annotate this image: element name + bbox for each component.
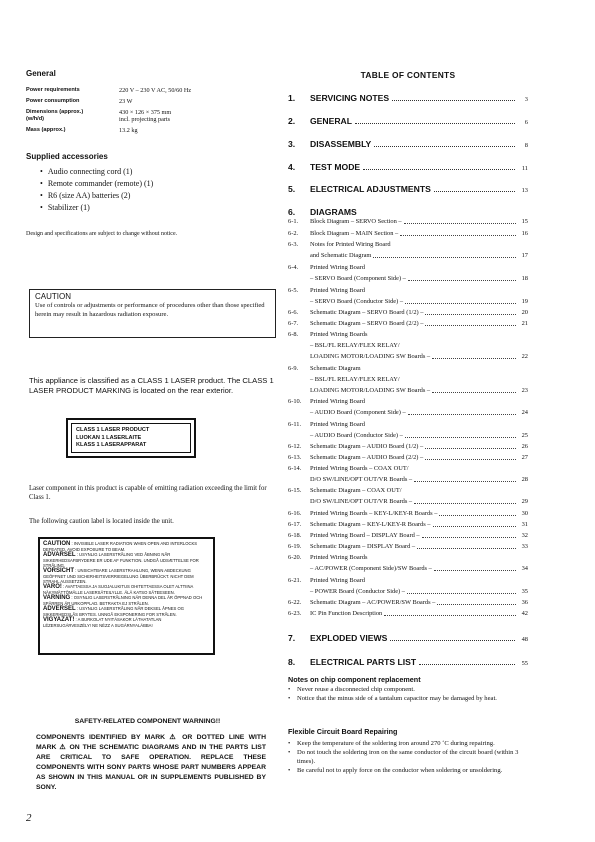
toc-subentry[interactable] xyxy=(288,599,528,606)
toc-subentry[interactable] xyxy=(288,398,528,405)
toc-leader xyxy=(422,537,516,538)
toc-title-text: Schematic Diagram – KEY-L/KEY-R Boards – xyxy=(310,521,431,528)
toc-leader xyxy=(405,437,516,438)
toc-leader xyxy=(407,593,516,594)
toc-number: 6-17. xyxy=(288,521,302,528)
flex-repair-heading: Flexible Circuit Board Repairing xyxy=(288,727,398,736)
toc-leader xyxy=(355,123,515,124)
toc-number: 6-1. xyxy=(288,218,299,225)
toc-subentry[interactable] xyxy=(288,421,528,428)
toc-title-text: – AC/POWER (Component Side)/SW Boards – xyxy=(310,565,432,572)
toc-entry[interactable] xyxy=(288,116,528,126)
warning-label-body: : UNSICHTBARE LASERSTRAHLUNG, WENN ABDECKUNG GEÖFFNET UND SICHERHEITSVERRIEGELUNG ÜBERBRÜCKT. NICHT DEM STRAHL AUSSETZEN. xyxy=(43,568,194,584)
toc-subentry[interactable] xyxy=(288,218,528,225)
toc-page: 35 xyxy=(521,588,528,595)
toc-page: 20 xyxy=(521,309,528,316)
toc-entry[interactable] xyxy=(288,184,528,194)
toc-number: 6-11. xyxy=(288,421,302,428)
safety-warning-title: SAFETY-RELATED COMPONENT WARNING!! xyxy=(74,718,221,725)
toc-number: 5. xyxy=(288,184,296,194)
list-item: • Remote commander (remote) (1) xyxy=(40,178,153,190)
toc-title-text: Printed Wiring Board xyxy=(310,264,366,271)
laser-label-line: KLASS 1 LASERAPPARAT xyxy=(76,442,147,449)
toc-subentry[interactable] xyxy=(288,241,528,248)
spec-table xyxy=(26,87,276,138)
toc-subentry[interactable] xyxy=(288,342,528,349)
toc-number: 6-2. xyxy=(288,230,299,237)
toc-title-text: D/O SW/LINE/OPT OUT/VR Boards – xyxy=(310,476,413,483)
toc-subentry[interactable] xyxy=(288,510,528,517)
list-item: • Never reuse a disconnected chip component. xyxy=(288,685,528,694)
toc-leader xyxy=(425,448,516,449)
toc-page: 30 xyxy=(521,510,528,517)
toc-title-text: Schematic Diagram xyxy=(310,365,361,372)
toc-title-text: Printed Wiring Board xyxy=(310,577,366,584)
toc-subentry[interactable] xyxy=(288,376,528,383)
list-item: • Keep the temperature of the soldering iron around 270 ˚C during repairing. xyxy=(288,739,528,748)
toc-title-text: Printed Wiring Board xyxy=(310,398,366,405)
toc-subentry[interactable] xyxy=(288,588,528,595)
toc-number: 6-19. xyxy=(288,543,302,550)
toc-title-text: – SERVO Board (Component Side) – xyxy=(310,275,406,282)
toc-title-text: LOADING MOTOR/LOADING SW Boards – xyxy=(310,387,431,394)
toc-number: 1. xyxy=(288,93,296,103)
toc-entry[interactable] xyxy=(288,207,528,217)
toc-leader xyxy=(437,604,516,605)
toc-leader xyxy=(374,146,515,147)
toc-leader xyxy=(439,515,516,516)
toc-number: 6-4. xyxy=(288,264,299,271)
toc-subentry[interactable] xyxy=(288,309,528,316)
toc-title-text: EXPLODED VIEWS xyxy=(310,633,388,643)
toc-number: 6-12. xyxy=(288,443,302,450)
spec-label: Mass (approx.) xyxy=(26,126,66,133)
toc-page: 8 xyxy=(524,142,528,149)
toc-page: 23 xyxy=(521,387,528,394)
toc-number: 6-22. xyxy=(288,599,302,606)
toc-number: 6-8. xyxy=(288,331,299,338)
toc-page: 11 xyxy=(521,165,528,172)
toc-subentry[interactable] xyxy=(288,465,528,472)
caution-warning-label xyxy=(38,537,215,655)
warning-label-body: : USYNLIG LASERSTRÅLING NÅR DEKSEL ÅPNES OG SIKKERHEDSLÅS BRYTES. UNNGÅ EKSPONERING FOR STRÅLEN. xyxy=(43,606,184,617)
toc-page: 27 xyxy=(521,454,528,461)
caution-text: Use of controls or adjustments or performance of procedures other than those specified herein may result in hazardous radiation exposure. xyxy=(35,302,265,318)
toc-subentry[interactable] xyxy=(288,230,528,237)
toc-leader xyxy=(432,392,516,393)
caution-title: CAUTION xyxy=(35,292,71,301)
toc-leader xyxy=(363,169,515,170)
toc-page: 33 xyxy=(521,543,528,550)
toc-title-text: Printed Wiring Boards – KEY-L/KEY-R Boards – xyxy=(310,510,438,517)
toc-title-text: Printed Wiring Boards xyxy=(310,554,368,561)
toc-leader xyxy=(392,100,515,101)
toc-leader xyxy=(408,414,516,415)
toc-title-text: Printed Wiring Board xyxy=(310,421,366,428)
toc-page: 29 xyxy=(521,498,528,505)
toc-subentry[interactable] xyxy=(288,353,528,360)
toc-leader xyxy=(384,615,516,616)
toc-page: 6 xyxy=(524,119,528,126)
toc-title-text: Block Diagram – MAIN Section – xyxy=(310,230,399,237)
toc-leader xyxy=(419,664,515,665)
toc-leader xyxy=(390,640,515,641)
toc-subentry[interactable] xyxy=(288,498,528,505)
toc-title-text: and Schematic Diagram xyxy=(310,252,372,259)
toc-page: 15 xyxy=(521,218,528,225)
toc-number: 6. xyxy=(288,207,296,217)
toc-page: 22 xyxy=(521,353,528,360)
toc-title-text: DIAGRAMS xyxy=(310,207,357,217)
toc-title-text: – BSL/FL RELAY/FLEX RELAY/ xyxy=(310,376,400,383)
toc-page: 31 xyxy=(521,521,528,528)
spec-row xyxy=(26,87,276,95)
toc-page: 26 xyxy=(521,443,528,450)
warning-label-body: : OSYNLIG LASERSTRÅLNING NÄR DENNA DEL ÄR ÖPPNAD OCH SPÄRREN ÄR URKOPPLAD. BETRAKTA EJ STRÅLEN. xyxy=(43,595,203,606)
spec-label: Dimensions (approx.) (w/h/d) xyxy=(26,108,84,122)
toc-leader xyxy=(408,280,516,281)
toc-leader xyxy=(432,358,516,359)
spec-label: Power requirements xyxy=(26,87,80,93)
toc-number: 6-7. xyxy=(288,320,299,327)
toc-number: 6-13. xyxy=(288,454,302,461)
spec-row xyxy=(26,127,276,135)
toc-title-text: SERVICING NOTES xyxy=(310,93,390,103)
toc-subentry[interactable] xyxy=(288,298,528,305)
toc-leader xyxy=(404,223,516,224)
warning-label-body: : AVATTAESSA JA SUOJALUKITUS OHITETTAESSA OLET ALTTIINA NÄKYMÄTTÖMÄLLE LASERSÄTEILYLLE. ÄLÄ KATSO SÄTEESEEN. xyxy=(43,584,194,595)
list-item: • Notice that the minus side of a tantalum capacitor may be damaged by heat. xyxy=(288,694,528,703)
toc-title-text: Printed Wiring Board – DISPLAY Board – xyxy=(310,532,420,539)
toc-title-text: Schematic Diagram – AC/POWER/SW Boards – xyxy=(310,599,436,606)
caution-box xyxy=(29,289,276,338)
toc-title-text: D/O SW/LINE/OPT OUT/VR Boards – xyxy=(310,498,413,505)
laser-component-note: Laser component in this product is capable of emitting radiation exceeding the limit for Class 1. xyxy=(29,485,267,501)
toc-title-text: ELECTRICAL PARTS LIST xyxy=(310,657,417,667)
toc-page: 42 xyxy=(521,610,528,617)
list-item: • R6 (size AA) batteries (2) xyxy=(40,190,153,202)
toc-title-text: LOADING MOTOR/LOADING SW Boards – xyxy=(310,353,431,360)
toc-page: 16 xyxy=(521,230,528,237)
supplied-accessories-list xyxy=(40,166,153,214)
toc-title-text: DISASSEMBLY xyxy=(310,139,372,149)
general-heading: General xyxy=(26,69,56,78)
toc-title-text: Printed Wiring Boards xyxy=(310,331,368,338)
toc-leader xyxy=(414,481,516,482)
toc-page: 21 xyxy=(521,320,528,327)
laser-label-inner xyxy=(71,423,191,453)
toc-title-text: Schematic Diagram – AUDIO Board (2/2) – xyxy=(310,454,424,461)
toc-subentry[interactable] xyxy=(288,543,528,550)
toc-leader xyxy=(433,526,516,527)
toc-entry[interactable] xyxy=(288,633,528,643)
toc-number: 6-9. xyxy=(288,365,299,372)
toc-title-text: Schematic Diagram – SERVO Board (2/2) – xyxy=(310,320,424,327)
design-note: Design and specifications are subject to change without notice. xyxy=(26,231,178,237)
toc-entry[interactable] xyxy=(288,93,528,103)
spec-value: 13.2 kg xyxy=(119,126,138,134)
page-number: 2 xyxy=(26,812,32,824)
warning-label-body: : INVISIBLE LASER RADIATION WHEN OPEN AND INTERLOCKS DEFEATED. AVOID EXPOSURE TO BEAM. xyxy=(43,541,198,552)
toc-subentry[interactable] xyxy=(288,610,528,617)
toc-page: 36 xyxy=(521,599,528,606)
toc-title-text: – POWER Board (Conductor Side) – xyxy=(310,588,405,595)
laser-label-line: CLASS 1 LASER PRODUCT xyxy=(76,427,150,433)
toc-page: 32 xyxy=(521,532,528,539)
toc-entry[interactable] xyxy=(288,162,528,172)
toc-number: 6-10. xyxy=(288,398,302,405)
toc-title-text: Printed Wiring Boards – COAX OUT/ xyxy=(310,465,409,472)
supplied-accessories-heading: Supplied accessories xyxy=(26,152,108,161)
toc-number: 6-18. xyxy=(288,532,302,539)
list-item: • Stabilizer (1) xyxy=(40,202,153,214)
toc-page: 48 xyxy=(521,636,528,643)
spec-row xyxy=(26,98,276,106)
toc-title-text: Schematic Diagram – DISPLAY Board – xyxy=(310,543,416,550)
toc-title-text: Schematic Diagram – COAX OUT/ xyxy=(310,487,402,494)
toc-title-text: – AUDIO Board (Component Side) – xyxy=(310,409,406,416)
toc-title-text: Notes for Printed Wiring Board xyxy=(310,241,391,248)
chip-notes-heading: Notes on chip component replacement xyxy=(288,675,421,684)
toc-subentry[interactable] xyxy=(288,577,528,584)
toc-number: 3. xyxy=(288,139,296,149)
toc-leader xyxy=(405,303,516,304)
toc-title-text: – SERVO Board (Conductor Side) – xyxy=(310,298,404,305)
toc-subentry[interactable] xyxy=(288,387,528,394)
list-item: • Do not touch the soldering iron on the same conductor of the circuit board (within 3 times). xyxy=(288,748,528,766)
toc-page: 28 xyxy=(521,476,528,483)
toc-number: 2. xyxy=(288,116,296,126)
toc-number: 6-5. xyxy=(288,287,299,294)
toc-subentry[interactable] xyxy=(288,320,528,327)
spec-value: 23 W xyxy=(119,97,133,105)
toc-page: 19 xyxy=(521,298,528,305)
toc-leader xyxy=(425,459,516,460)
toc-entry[interactable] xyxy=(288,657,528,667)
toc-subentry[interactable] xyxy=(288,409,528,416)
toc-subentry[interactable] xyxy=(288,521,528,528)
toc-title-text: Printed Wiring Board xyxy=(310,287,366,294)
toc-subentry[interactable] xyxy=(288,252,528,259)
toc-subentry[interactable] xyxy=(288,287,528,294)
toc-number: 6-16. xyxy=(288,510,302,517)
toc-subentry[interactable] xyxy=(288,331,528,338)
toc-subentry[interactable] xyxy=(288,264,528,271)
chip-notes-list xyxy=(288,685,528,703)
toc-page: 3 xyxy=(524,96,528,103)
toc-leader xyxy=(425,325,516,326)
spec-value: 430 × 126 × 375 mm incl. projecting parts xyxy=(119,108,172,124)
warning-label-head: ADVERSEL xyxy=(43,606,76,612)
toc-number: 6-21. xyxy=(288,577,302,584)
toc-leader xyxy=(400,235,516,236)
toc-subentry[interactable] xyxy=(288,476,528,483)
laser-label-line: LUOKAN 1 LASERLAITE xyxy=(76,434,142,441)
toc-number: 8. xyxy=(288,657,296,667)
list-item: • Audio connecting cord (1) xyxy=(40,166,153,178)
toc-page: 17 xyxy=(521,252,528,259)
toc-subentry[interactable] xyxy=(288,365,528,372)
toc-title-text: TEST MODE xyxy=(310,162,361,172)
toc-page: 24 xyxy=(521,409,528,416)
toc-number: 6-14. xyxy=(288,465,302,472)
toc-page: 13 xyxy=(521,187,528,194)
toc-number: 6-23. xyxy=(288,610,302,617)
toc-subentry[interactable] xyxy=(288,565,528,572)
spec-value: 220 V – 230 V AC, 50/60 Hz xyxy=(119,87,192,94)
toc-leader xyxy=(434,570,516,571)
toc-title-text: IC Pin Function Description xyxy=(310,610,383,617)
toc-subentry[interactable] xyxy=(288,454,528,461)
toc-number: 6-15. xyxy=(288,487,302,494)
toc-leader xyxy=(414,503,516,504)
toc-entry[interactable] xyxy=(288,139,528,149)
toc-title-text: – BSL/FL RELAY/FLEX RELAY/ xyxy=(310,342,400,349)
warning-label-body: : USYNLIG LASERSTRÅLING VED ÅBNING NÅR SIKKERHEDSAFBRYDERE ER UDE AF FUNKTION. UNDGÅ UDSÆTTELSE FOR STRÅLING. xyxy=(43,552,199,568)
toc-subentry[interactable] xyxy=(288,487,528,494)
toc-leader xyxy=(434,191,515,192)
spec-label: Power consumption xyxy=(26,97,80,104)
toc-number: 6-20. xyxy=(288,554,302,561)
toc-leader xyxy=(373,257,516,258)
list-item: • Be careful not to apply force on the conductor when soldering or unsoldering. xyxy=(288,766,528,775)
toc-subentry[interactable] xyxy=(288,443,528,450)
warning-label-head: CAUTION xyxy=(43,541,71,547)
safety-warning-text: COMPONENTS IDENTIFIED BY MARK ⚠ OR DOTTED LINE WITH MARK ⚠ ON THE SCHEMATIC DIAGRAMS AND IN THE PARTS LIST ARE CRITICAL TO SAFE OPERATION. REPLACE THESE COMPONENTS WITH SONY PARTS WHOSE PART NUMBERS APPEAR AS SHOWN IN THIS MANUAL OR IN SUPPLEMENTS PUBLISHED BY SONY. xyxy=(36,734,266,791)
flex-repair-list xyxy=(288,739,528,775)
warning-label-head: ADVARSEL xyxy=(43,552,76,558)
toc-number: 7. xyxy=(288,633,296,643)
toc-title-text: Schematic Diagram – AUDIO Board (1/2) – xyxy=(310,443,424,450)
toc-subentry[interactable] xyxy=(288,554,528,561)
toc-page: 34 xyxy=(521,565,528,572)
warning-label-body: : A BURKOLAT NYITÁSAKOR LÁTHATATLAN LÉZERSUGÁRVESZÉLY! NE NÉZZ A SUGÁRNYALÁBBA! xyxy=(43,617,162,628)
caution-label-location: The following caution label is located inside the unit. xyxy=(29,518,174,525)
laser-classification-text: This appliance is classified as a CLASS 1 LASER product. The CLASS 1 LASER PRODUCT MARKING is located on the rear exterior. xyxy=(29,376,274,395)
toc-title-text: Schematic Diagram – SERVO Board (1/2) – xyxy=(310,309,424,316)
toc-page: 18 xyxy=(521,275,528,282)
toc-subentry[interactable] xyxy=(288,275,528,282)
toc-title-text: GENERAL xyxy=(310,116,353,126)
toc-leader xyxy=(417,548,516,549)
toc-title-text: – AUDIO Board (Conductor Side) – xyxy=(310,432,403,439)
spec-row xyxy=(26,109,276,124)
toc-title-text: Block Diagram – SERVO Section – xyxy=(310,218,402,225)
toc-title: TABLE OF CONTENTS xyxy=(360,70,456,80)
warning-label-head: VARO! xyxy=(43,584,62,590)
toc-leader xyxy=(425,314,516,315)
toc-subentry[interactable] xyxy=(288,532,528,539)
warning-label-head: VARNING xyxy=(43,595,71,601)
toc-number: 4. xyxy=(288,162,296,172)
warning-label-head: VORSICHT xyxy=(43,568,75,574)
toc-title-text: ELECTRICAL ADJUSTMENTS xyxy=(310,184,431,194)
toc-page: 25 xyxy=(521,432,528,439)
toc-page: 55 xyxy=(521,660,528,667)
laser-product-label xyxy=(66,418,196,458)
toc-subentry[interactable] xyxy=(288,432,528,439)
warning-label-head: VIGYAZAT! xyxy=(43,617,75,623)
toc-number: 6-6. xyxy=(288,309,299,316)
toc-number: 6-3. xyxy=(288,241,299,248)
